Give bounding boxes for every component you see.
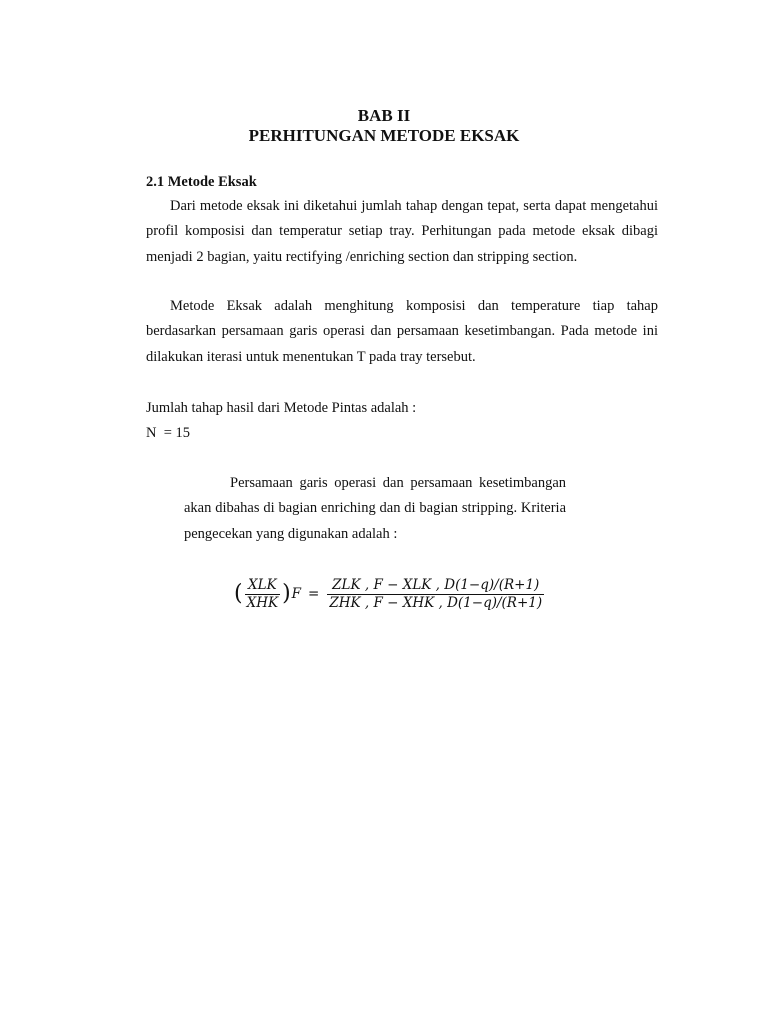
chapter-title: PERHITUNGAN METODE EKSAK <box>248 126 520 145</box>
formula-left-denominator: XHK <box>246 594 279 611</box>
formula-left-numerator: XLK <box>248 576 277 593</box>
stage-count-value: N = 15 <box>146 425 191 441</box>
paragraph-criteria: Persamaan garis operasi dan persamaan kesetimbangan akan dibahas di bagian enriching dan di bagian stripping. Kriteria pengecekan yang digunakan adalah : <box>184 475 566 542</box>
check-criteria-formula <box>234 572 546 616</box>
formula-right-denominator: ZHK , F − XHK , D(1−q)/(R+1) <box>329 594 543 611</box>
formula-open-paren: ( <box>234 581 243 606</box>
paragraph-definition: Metode Eksak adalah menghitung komposisi dan temperature tiap tahap berdasarkan persamaan garis operasi dan persamaan kesetimbangan. Pada metode ini dilakukan iterasi untuk menentukan T pada tray tersebut. <box>146 298 658 365</box>
stage-count-label: Jumlah tahap hasil dari Metode Pintas adalah : <box>146 400 417 416</box>
section-heading: 2.1 Metode Eksak <box>146 174 257 190</box>
chapter-number: BAB II <box>357 106 411 125</box>
formula-right-fraction <box>327 577 544 612</box>
formula-left-fraction <box>245 577 280 612</box>
paragraph-intro: Dari metode eksak ini diketahui jumlah tahap dengan tepat, serta dapat mengetahui profil komposisi dan temperatur setiap tray. Perhitungan pada metode eksak dibagi menjadi 2 bagian, yaitu rectifying /enriching section dan stripping section. <box>146 198 658 265</box>
formula-equals: = <box>308 586 320 602</box>
formula-right-numerator: ZLK , F − XLK , D(1−q)/(R+1) <box>332 576 540 593</box>
formula-close-paren: ) <box>282 581 291 606</box>
formula-left-suffix: F <box>291 586 302 602</box>
